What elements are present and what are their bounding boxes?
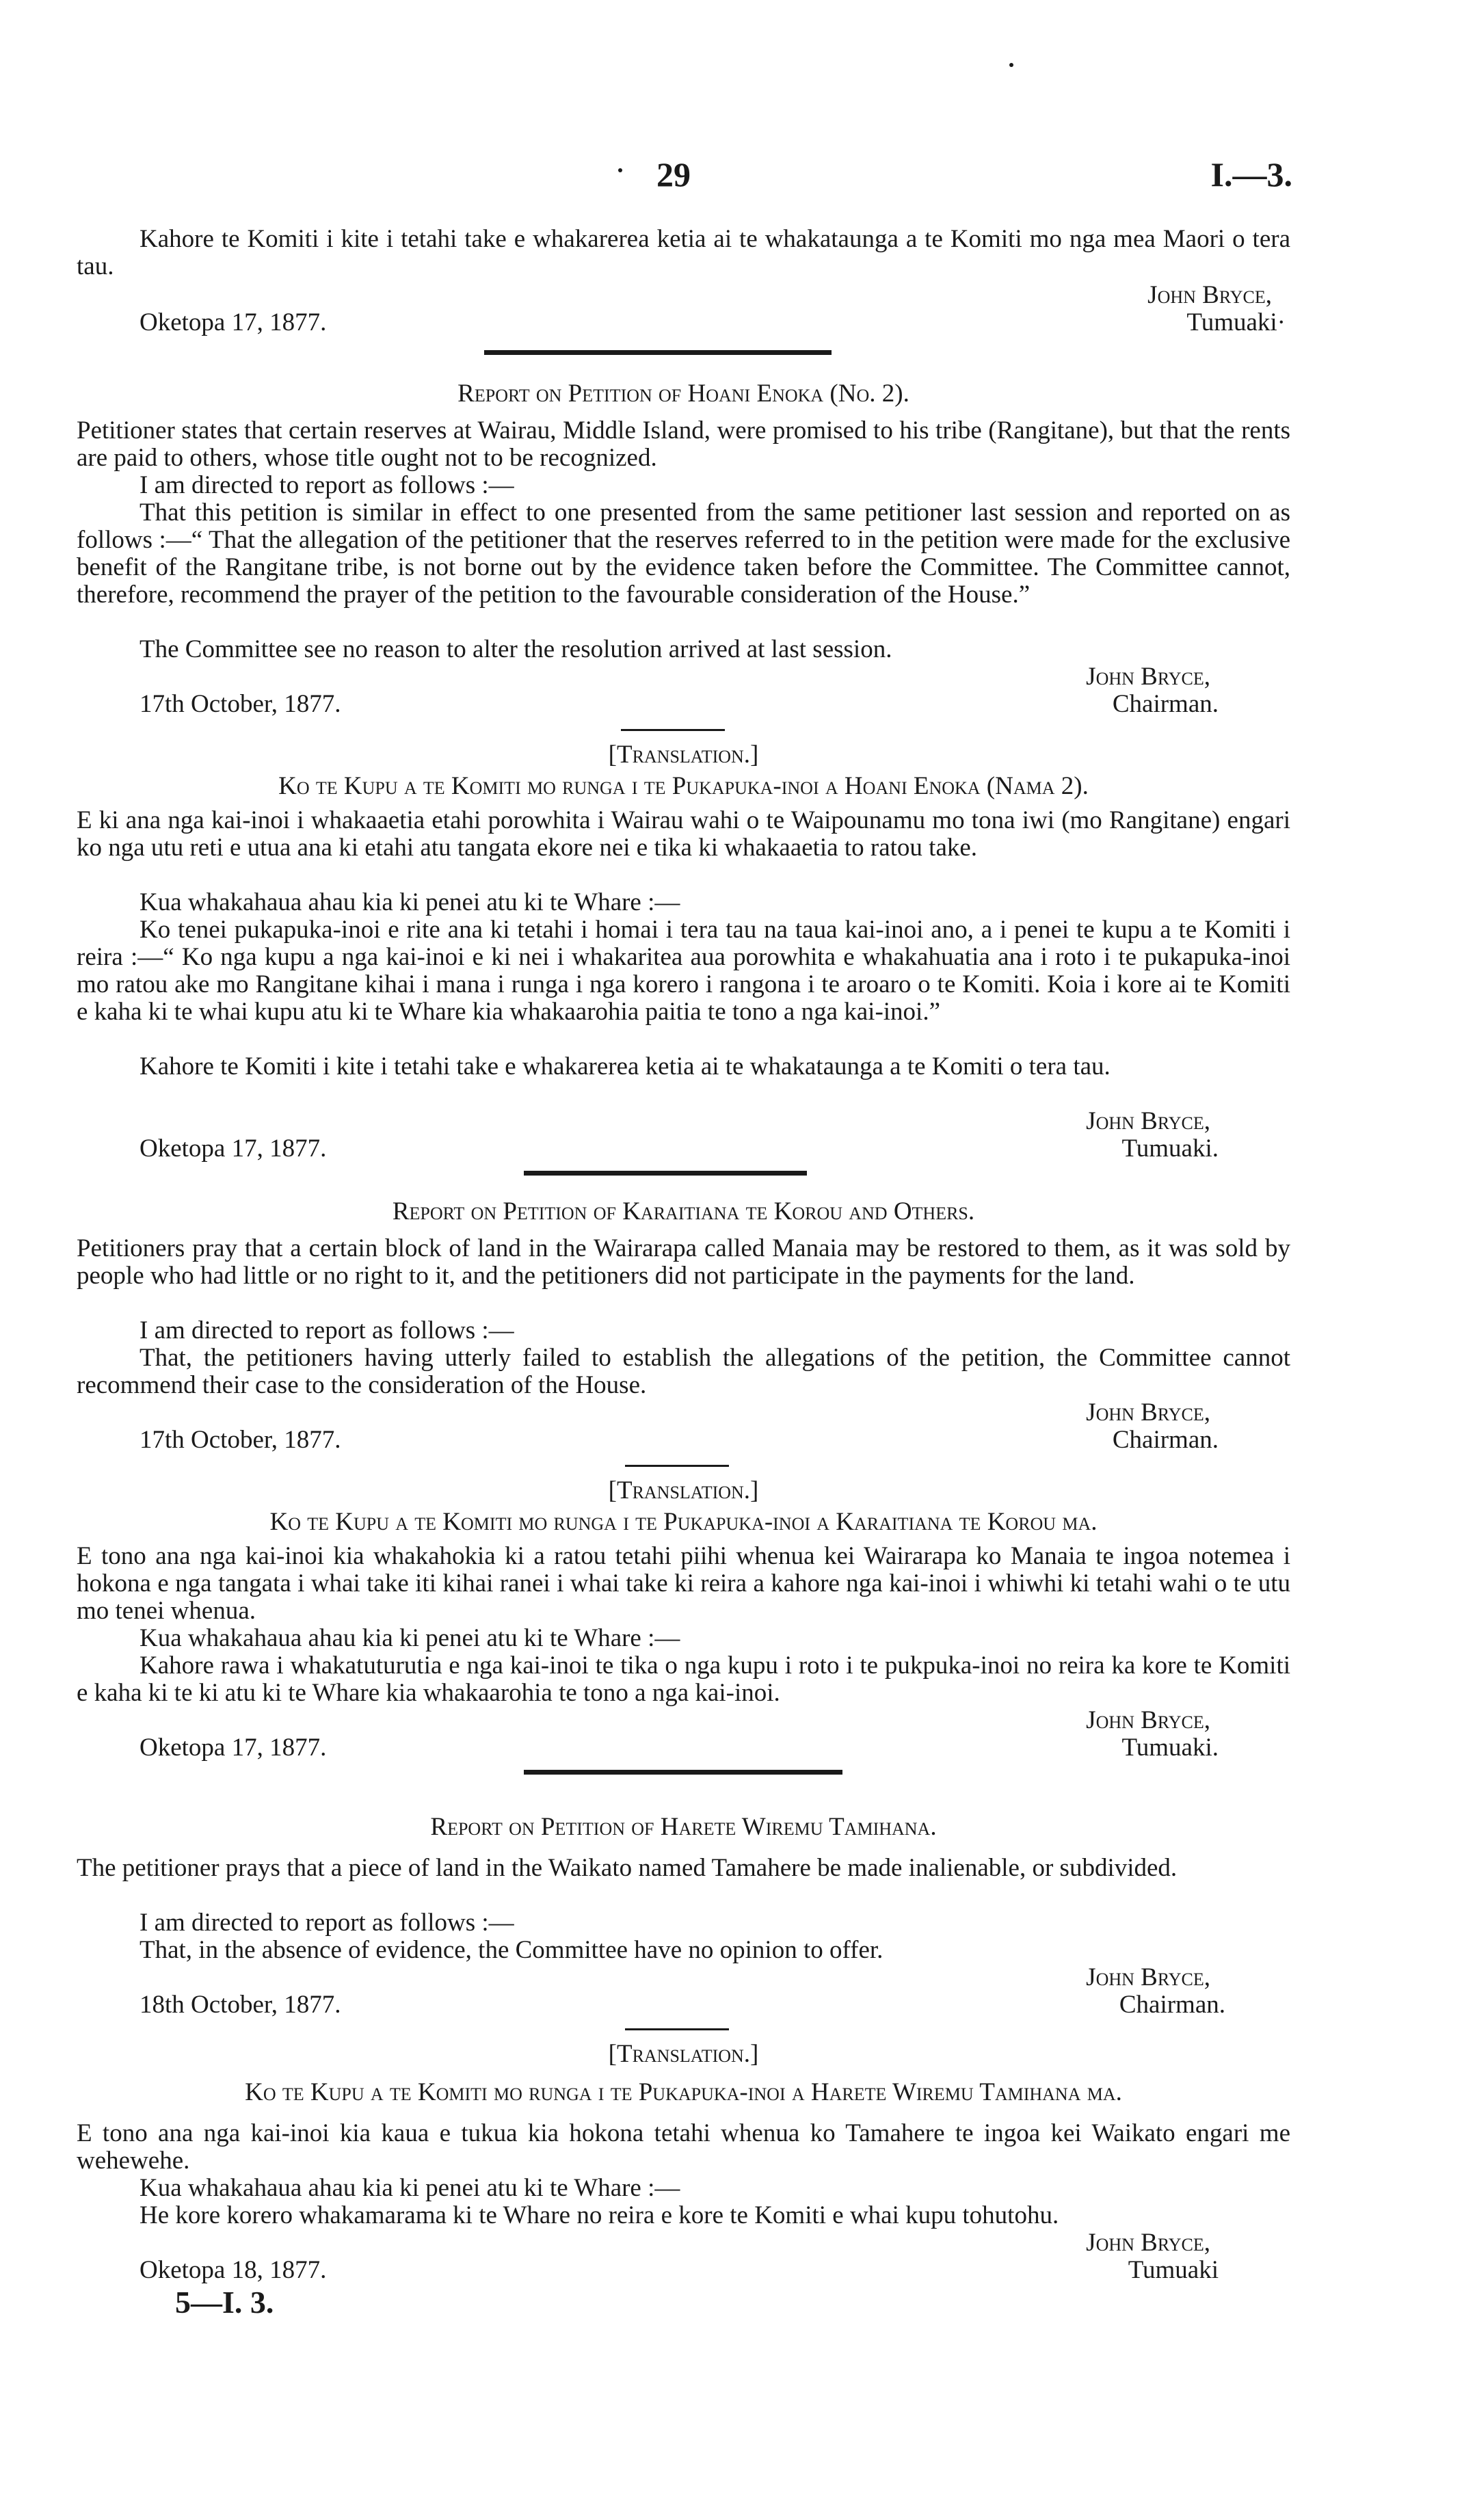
section-divider <box>625 2028 729 2030</box>
signature: John Bryce, <box>1147 281 1272 309</box>
petition-summary: Petitioner states that certain reserves at Wairau, Middle Island, were promised to his tribe (Rangitane), but that the rents are paid to others, whose title ought not to be recognized. <box>77 416 1290 472</box>
signature-role: Chairman. <box>1112 1426 1219 1454</box>
translation-title: Ko te Kupu a te Komiti mo runga i te Pukapuka-inoi a Hoani Enoka (Nama 2). <box>278 772 1089 800</box>
page-number: 29 <box>656 155 691 194</box>
date: 18th October, 1877. <box>139 1991 341 2019</box>
signature: John Bryce, <box>1086 1963 1210 1991</box>
translation-title: Ko te Kupu a te Komiti mo runga i te Pukapuka-inoi a Harete Wiremu Tamihana ma. <box>245 2078 1122 2106</box>
report-title: Report on Petition of Harete Wiremu Tamihana. <box>430 1813 937 1841</box>
report-title: Report on Petition of Karaitiana te Korou and Others. <box>392 1197 975 1225</box>
translation-title: Ko te Kupu a te Komiti mo runga i te Pukapuka-inoi a Karaitiana te Korou ma. <box>269 1508 1098 1536</box>
date: Oketopa 18, 1877. <box>139 2256 327 2284</box>
signature: John Bryce, <box>1086 1706 1210 1734</box>
signature-role: Chairman. <box>1112 690 1219 718</box>
report-body: He kore korero whakamarama ki te Whare no reira e kore te Komiti e whai kupu tohutohu. <box>139 2201 1059 2229</box>
print-speck <box>1009 63 1013 67</box>
document-code: I.—3. <box>1210 155 1292 194</box>
signature-role: Tumuaki· <box>1186 308 1286 336</box>
report-body: That this petition is similar in effect to one presented from the same petitioner last session and reported on as follows :—“ That the allegation of the petitioner that the reserves referred to in the petition were made for the exclusive benefit of the Rangitane tribe, is not borne out by the evidence taken before the Committee. The Committee cannot, therefore, recommend the prayer of the petition to the favourable consideration of the House.” <box>77 499 1290 609</box>
printer-signature-mark: 5—I. 3. <box>175 2285 274 2320</box>
signature: John Bryce, <box>1086 663 1210 691</box>
report-body: That, the petitioners having utterly failed to establish the allegations of the petition, the Committee cannot recommend their case to the consideration of the House. <box>77 1344 1290 1399</box>
directive-line: I am directed to report as follows :— <box>139 1316 514 1344</box>
petition-summary: The petitioner prays that a piece of land in the Waikato named Tamahere be made inalienable, or subdivided. <box>77 1854 1178 1882</box>
section-divider <box>625 1465 729 1467</box>
report-body: That, in the absence of evidence, the Committee have no opinion to offer. <box>139 1936 883 1964</box>
signature-role: Tumuaki. <box>1121 1734 1219 1762</box>
report-body: Ko tenei pukapuka-inoi e rite ana ki tetahi i homai i tera tau na taua kai-inoi ano, a i penei te kupu a te Komiti i reira :—“ Ko nga kupu a nga kai-inoi e ki nei i whakaritea aua porowhita e whakahuatia ana i roto i te pukapuka-inoi mo ratou ake mo Rangitane kihai i mana i runga i nga korero i rangona i te aroaro o te Komiti. Koia i kore ai te Komiti e kaha ki te whai kupu atu ki te Whare kia whakaarohia paitia te tono a nga kai-inoi.” <box>77 916 1290 1026</box>
signature: John Bryce, <box>1086 2229 1210 2257</box>
report-resolution: The Committee see no reason to alter the resolution arrived at last session. <box>139 635 892 663</box>
continuation-paragraph: Kahore te Komiti i kite i tetahi take e whakarerea ketia ai te whakataunga a te Komiti mo nga mea Maori o tera tau. <box>77 225 1290 280</box>
date: Oketopa 17, 1877. <box>139 308 327 336</box>
section-divider <box>484 350 832 355</box>
directive-line: I am directed to report as follows :— <box>139 471 514 499</box>
directive-line: Kua whakahaua ahau kia ki penei atu ki te Whare :— <box>139 1624 680 1652</box>
petition-summary: E ki ana nga kai-inoi i whakaaetia etahi porowhita i Wairau wahi o te Waipounamu mo tona iwi (mo Rangitane) engari ko nga utu reti e utua ana ki etahi atu tangata ekore nei e tika ki whakaaetia to ratou take. <box>77 806 1290 862</box>
report-body: Kahore rawa i whakatuturutia e nga kai-inoi te tika o nga kupu i roto i te pukpuka-inoi no reira ka kore te Komiti e kaha ki te ki atu ki te Whare kia whakaarohia te tono a nga kai-inoi. <box>77 1652 1290 1707</box>
signature-role: Tumuaki <box>1128 2256 1219 2284</box>
section-divider <box>524 1770 842 1775</box>
translation-label: [Translation.] <box>608 741 759 769</box>
date: Oketopa 17, 1877. <box>139 1135 327 1163</box>
translation-label: [Translation.] <box>608 1476 759 1504</box>
print-speck <box>618 168 622 172</box>
date: Oketopa 17, 1877. <box>139 1734 327 1762</box>
signature: John Bryce, <box>1086 1398 1210 1427</box>
directive-line: Kua whakahaua ahau kia ki penei atu ki te Whare :— <box>139 2174 680 2202</box>
petition-summary: E tono ana nga kai-inoi kia kaua e tukua kia hokona tetahi whenua ko Tamahere te ingoa kei Waikato engari me wehewehe. <box>77 2119 1290 2175</box>
directive-line: Kua whakahaua ahau kia ki penei atu ki te Whare :— <box>139 888 680 916</box>
section-divider <box>524 1171 807 1176</box>
petition-summary: Petitioners pray that a certain block of land in the Wairarapa called Manaia may be restored to them, as it was sold by people who had little or no right to it, and the petitioners did not participate in the payments for the land. <box>77 1234 1290 1290</box>
translation-label: [Translation.] <box>608 2040 759 2068</box>
report-title: Report on Petition of Hoani Enoka (No. 2). <box>457 380 909 408</box>
date: 17th October, 1877. <box>139 690 341 718</box>
signature-role: Chairman. <box>1119 1991 1225 2019</box>
petition-summary: E tono ana nga kai-inoi kia whakahokia ki a ratou tetahi piihi whenua kei Wairarapa ko Manaia te ingoa notemea i hokona e nga tangata i whai take iti kihai ranei i whai take ki reira a kahore nga kai-inoi i whiwhi ki tetahi wahi o te utu mo tenei whenua. <box>77 1542 1290 1625</box>
directive-line: I am directed to report as follows :— <box>139 1909 514 1937</box>
date: 17th October, 1877. <box>139 1426 341 1454</box>
section-divider <box>621 729 725 731</box>
signature: John Bryce, <box>1086 1107 1210 1135</box>
report-resolution: Kahore te Komiti i kite i tetahi take e whakarerea ketia ai te whakataunga a te Komiti o tera tau. <box>139 1052 1111 1080</box>
signature-role: Tumuaki. <box>1121 1135 1219 1163</box>
